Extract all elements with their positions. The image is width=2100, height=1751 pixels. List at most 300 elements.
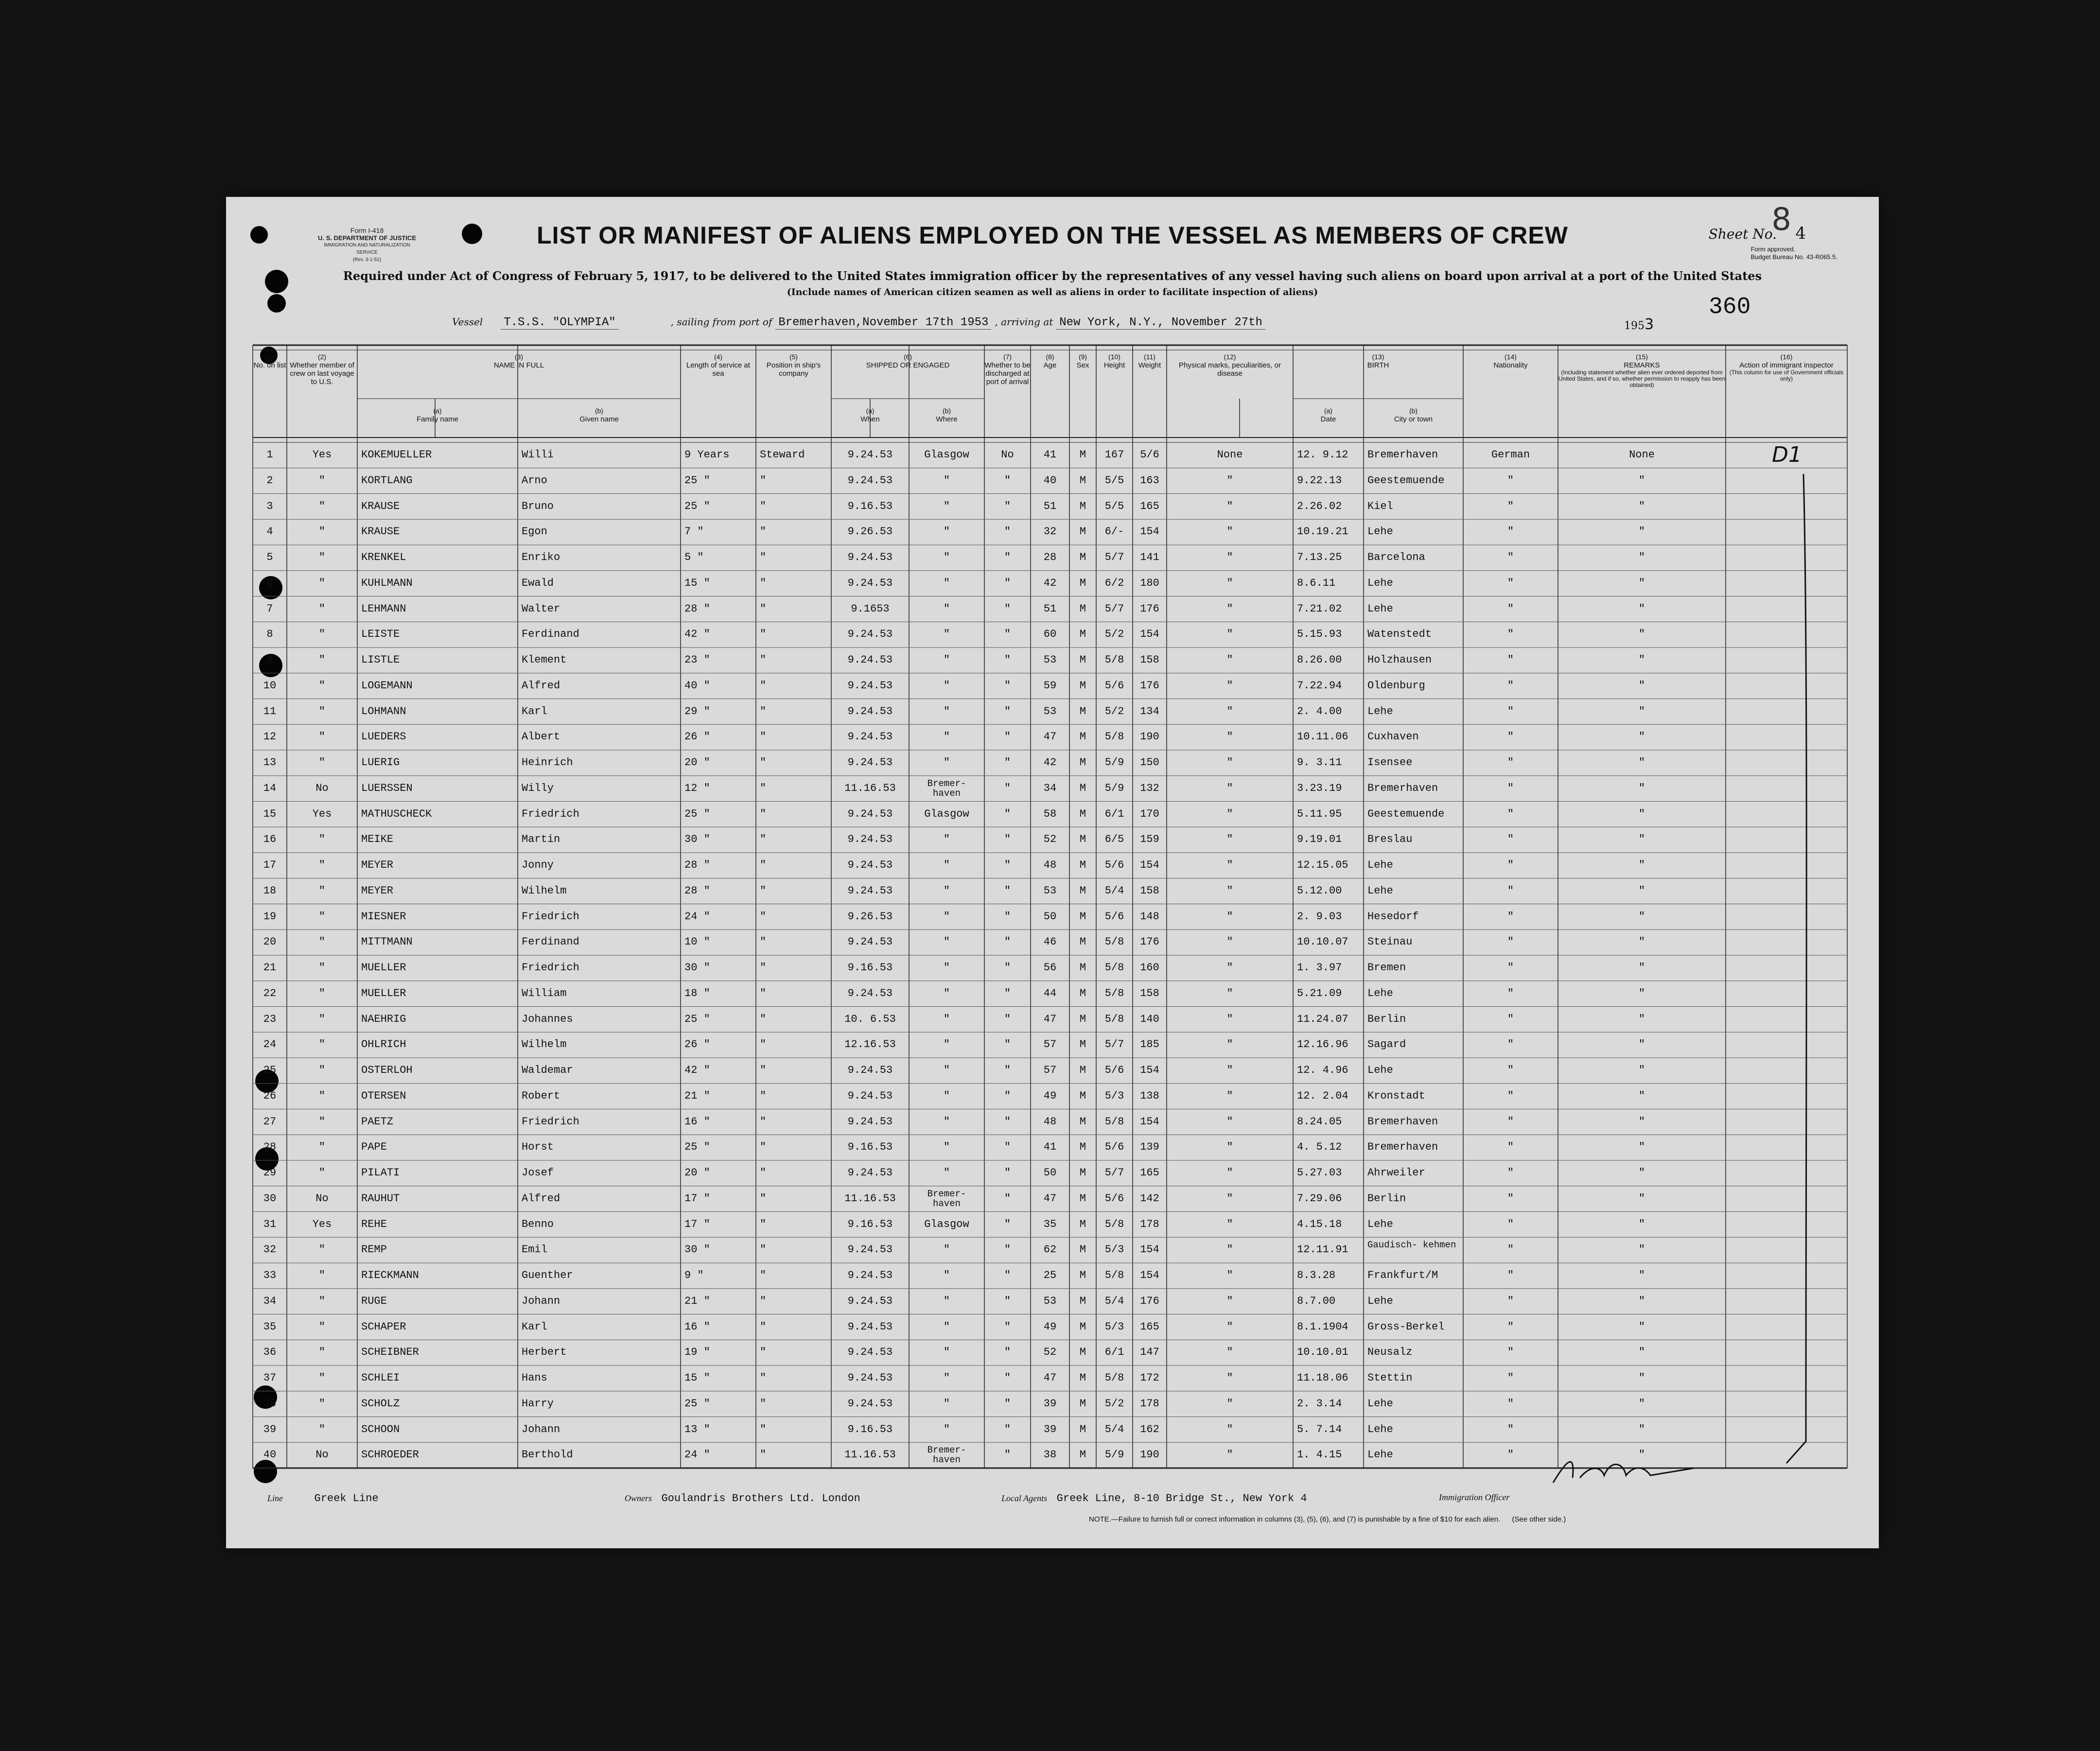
birth-date: 10.10.07 <box>1297 936 1348 948</box>
position: " <box>760 1269 767 1281</box>
shipped-when: 9.24.53 <box>847 807 893 820</box>
sex: M <box>1079 1243 1086 1256</box>
birth-date: 2. 9.03 <box>1297 910 1342 923</box>
list-no: 29 <box>263 1167 277 1179</box>
birth-city: Sagard <box>1367 1038 1406 1051</box>
nationality: German <box>1491 449 1530 461</box>
nationality: " <box>1507 654 1514 666</box>
family-name: KRAUSE <box>361 525 400 538</box>
sex: M <box>1079 1115 1086 1128</box>
discharged: " <box>1004 756 1011 769</box>
length-of-service: 17 " <box>684 1192 710 1205</box>
given-name: Willy <box>522 782 554 794</box>
age: 35 <box>1043 1218 1057 1230</box>
shipped-when: 9.24.53 <box>847 449 893 461</box>
table-row <box>226 1007 1879 1033</box>
physical-marks: " <box>1226 936 1233 948</box>
last-voyage: " <box>318 936 326 948</box>
nationality: " <box>1507 1320 1514 1333</box>
given-name: Arno <box>522 474 547 487</box>
height: 5/9 <box>1104 1449 1124 1461</box>
height: 5/8 <box>1104 1372 1124 1384</box>
age: 47 <box>1043 1192 1057 1205</box>
family-name: SCHROEDER <box>361 1449 419 1461</box>
list-no: 39 <box>263 1423 277 1436</box>
weight: 154 <box>1140 1269 1159 1281</box>
position: " <box>760 1167 767 1179</box>
table-row <box>226 442 1879 468</box>
nationality: " <box>1507 474 1514 487</box>
sex: M <box>1079 1269 1086 1281</box>
shipped-where: Bremer- haven <box>927 778 966 799</box>
weight: 176 <box>1140 602 1159 615</box>
nationality: " <box>1507 525 1514 538</box>
line-value: Greek Line <box>314 1492 379 1505</box>
table-row <box>226 1237 1879 1263</box>
weight: 180 <box>1140 577 1159 589</box>
family-name: LEISTE <box>361 628 400 641</box>
physical-marks: " <box>1226 1423 1233 1436</box>
budget-bureau: Budget Bureau No. 43-R065.5. <box>1750 253 1838 261</box>
height: 5/5 <box>1104 500 1124 512</box>
age: 62 <box>1043 1243 1057 1256</box>
birth-date: 4. 5.12 <box>1297 1141 1342 1154</box>
birth-date: 4.15.18 <box>1297 1218 1342 1230</box>
birth-date: 12. 4.96 <box>1297 1064 1348 1076</box>
table-row <box>226 596 1879 622</box>
table-row <box>226 1058 1879 1084</box>
birth-city: Stettin <box>1367 1372 1413 1384</box>
weight: 158 <box>1140 987 1159 999</box>
birth-date: 2. 4.00 <box>1297 705 1342 718</box>
list-no: 3 <box>266 500 273 512</box>
list-no: 38 <box>263 1397 277 1410</box>
last-voyage: " <box>318 731 326 743</box>
remarks: " <box>1638 654 1645 666</box>
family-name: MEIKE <box>361 833 394 846</box>
nationality: " <box>1507 1167 1514 1179</box>
sex: M <box>1079 1449 1086 1461</box>
birth-date: 5.11.95 <box>1297 807 1342 820</box>
list-no: 40 <box>263 1449 277 1461</box>
shipped-when: 9.1653 <box>851 602 890 615</box>
list-no: 14 <box>263 782 277 794</box>
shipped-where: " <box>943 628 950 641</box>
year-printed: 195 <box>1624 320 1645 332</box>
subheader-number: (a) <box>433 407 442 415</box>
list-no: 34 <box>263 1295 277 1307</box>
penalty-note <box>1089 1515 1566 1523</box>
birth-date: 8.1.1904 <box>1297 1320 1348 1333</box>
physical-marks: " <box>1226 782 1233 794</box>
list-no: 30 <box>263 1192 277 1205</box>
height: 5/8 <box>1104 1218 1124 1230</box>
remarks: " <box>1638 1449 1645 1461</box>
remarks: " <box>1638 1192 1645 1205</box>
remarks: " <box>1638 731 1645 743</box>
list-no: 15 <box>263 807 277 820</box>
table-row <box>226 1186 1879 1212</box>
birth-city: Lehe <box>1367 884 1393 897</box>
family-name: KOKEMUELLER <box>361 449 432 461</box>
subheader-number: (a) <box>866 407 875 415</box>
discharged: " <box>1004 1423 1011 1436</box>
discharged: " <box>1004 1192 1011 1205</box>
birth-date: 10.10.01 <box>1297 1346 1348 1359</box>
birth-city: Berlin <box>1367 1192 1406 1205</box>
shipped-where: " <box>943 1141 950 1154</box>
family-name: RUGE <box>361 1295 387 1307</box>
header-c16 <box>1726 353 1847 382</box>
discharged: " <box>1004 1243 1011 1256</box>
birth-date: 5.27.03 <box>1297 1167 1342 1179</box>
agents-value: Greek Line, 8-10 Bridge St., New York 4 <box>1056 1492 1307 1505</box>
header-text: No. on list <box>253 361 286 369</box>
subtitle: Required under Act of Congress of February 5, 1917, to be delivered to the United States immigration officer by the representatives of any vessel having such aliens on board upon arrival at a port of the United States <box>343 269 1762 283</box>
header-text: Weight <box>1138 361 1161 369</box>
age: 50 <box>1043 910 1057 923</box>
list-no: 13 <box>263 756 277 769</box>
given-name: Benno <box>522 1218 554 1230</box>
header-c12 <box>1167 353 1293 378</box>
physical-marks: " <box>1226 1192 1233 1205</box>
given-name: Friedrich <box>522 962 579 974</box>
age: 60 <box>1043 628 1057 641</box>
position: " <box>760 782 767 794</box>
header-c10 <box>1096 353 1133 369</box>
weight: 165 <box>1140 1320 1159 1333</box>
header-text: REMARKS <box>1624 361 1660 369</box>
remarks: None <box>1629 449 1655 461</box>
given-name: Johann <box>522 1295 560 1307</box>
age: 53 <box>1043 1295 1057 1307</box>
list-no: 23 <box>263 1013 277 1025</box>
length-of-service: 15 " <box>684 577 710 589</box>
physical-marks: " <box>1226 1064 1233 1076</box>
header-c7 <box>984 353 1031 386</box>
given-name: Karl <box>522 1320 547 1333</box>
header-text: Whether to be discharged at port of arrival <box>984 361 1031 386</box>
shipped-when: 9.24.53 <box>847 1372 893 1384</box>
family-name: OTERSEN <box>361 1089 406 1102</box>
nationality: " <box>1507 500 1514 512</box>
position: " <box>760 1218 767 1230</box>
header-text: Length of service at sea <box>686 361 750 378</box>
list-no: 2 <box>266 474 273 487</box>
sex: M <box>1079 807 1086 820</box>
height: 5/2 <box>1104 705 1124 718</box>
remarks: " <box>1638 1167 1645 1179</box>
height: 5/7 <box>1104 551 1124 563</box>
shipped-where: " <box>943 987 950 999</box>
sex: M <box>1079 1346 1086 1359</box>
last-voyage: " <box>318 602 326 615</box>
table-row <box>226 1417 1879 1443</box>
birth-city: Kronstadt <box>1367 1089 1425 1102</box>
birth-city: Berlin <box>1367 1013 1406 1025</box>
header-text: SHIPPED OR ENGAGED <box>866 361 950 369</box>
remarks: " <box>1638 1038 1645 1051</box>
shipped-when: 9.24.53 <box>847 1295 893 1307</box>
length-of-service: 24 " <box>684 1449 710 1461</box>
table-row <box>226 1391 1879 1417</box>
nationality: " <box>1507 1346 1514 1359</box>
weight: 158 <box>1140 654 1159 666</box>
sex: M <box>1079 1089 1086 1102</box>
family-name: SCHOLZ <box>361 1397 400 1410</box>
position: " <box>760 1192 767 1205</box>
given-name: Berthold <box>522 1449 573 1461</box>
service: IMMIGRATION AND NATURALIZATION SERVICE <box>324 243 410 255</box>
nationality: " <box>1507 910 1514 923</box>
subnote: (Include names of American citizen seamen as well as aliens in order to facilitate inspection of aliens) <box>787 287 1318 298</box>
physical-marks: " <box>1226 1218 1233 1230</box>
weight: 140 <box>1140 1013 1159 1025</box>
shipped-where: " <box>943 705 950 718</box>
last-voyage: " <box>318 1167 326 1179</box>
nationality: " <box>1507 884 1514 897</box>
header-c14 <box>1463 353 1558 369</box>
weight: 165 <box>1140 500 1159 512</box>
subheader-number: (b) <box>595 407 604 415</box>
nationality: " <box>1507 1449 1514 1461</box>
sailing-label: , sailing from port of <box>670 316 772 328</box>
birth-date: 7.22.94 <box>1297 679 1342 692</box>
age: 46 <box>1043 936 1057 948</box>
discharged: " <box>1004 1038 1011 1051</box>
shipped-where: Glasgow <box>924 1218 969 1230</box>
position: " <box>760 679 767 692</box>
shipped-when: 9.24.53 <box>847 551 893 563</box>
discharged: " <box>1004 910 1011 923</box>
table-row <box>226 494 1879 520</box>
discharged: " <box>1004 1295 1011 1307</box>
table-row <box>226 622 1879 648</box>
remarks: " <box>1638 705 1645 718</box>
shipped-where: " <box>943 936 950 948</box>
officer-field <box>1439 1492 1510 1503</box>
list-no: 32 <box>263 1243 277 1256</box>
subheader-c13a <box>1293 407 1364 423</box>
birth-city: Gaudisch- kehmen <box>1367 1240 1456 1251</box>
length-of-service: 10 " <box>684 936 710 948</box>
family-name: RIECKMANN <box>361 1269 419 1281</box>
birth-city: Lehe <box>1367 1449 1393 1461</box>
header-number: (15) <box>1636 353 1648 361</box>
birth-date: 8.6.11 <box>1297 577 1336 589</box>
given-name: Ferdinand <box>522 628 579 641</box>
birth-city: Gross-Berkel <box>1367 1320 1445 1333</box>
physical-marks: " <box>1226 500 1233 512</box>
given-name: Emil <box>522 1243 547 1256</box>
table-row <box>226 724 1879 750</box>
last-voyage: " <box>318 679 326 692</box>
physical-marks: " <box>1226 1449 1233 1461</box>
discharged: " <box>1004 551 1011 563</box>
discharged: " <box>1004 1013 1011 1025</box>
height: 5/8 <box>1104 962 1124 974</box>
list-no: 28 <box>263 1141 277 1154</box>
shipped-when: 9.26.53 <box>847 525 893 538</box>
weight: 158 <box>1140 884 1159 897</box>
sex: M <box>1079 884 1086 897</box>
remarks: " <box>1638 577 1645 589</box>
birth-city: Steinau <box>1367 936 1413 948</box>
discharged: " <box>1004 500 1011 512</box>
discharged: " <box>1004 1346 1011 1359</box>
last-voyage: No <box>315 1449 329 1461</box>
shipped-where: " <box>943 1089 950 1102</box>
last-voyage: No <box>315 1192 329 1205</box>
remarks: " <box>1638 1243 1645 1256</box>
family-name: LEHMANN <box>361 602 406 615</box>
last-voyage: " <box>318 1013 326 1025</box>
physical-marks: " <box>1226 910 1233 923</box>
header-c9 <box>1069 353 1096 369</box>
remarks: " <box>1638 884 1645 897</box>
list-no: 33 <box>263 1269 277 1281</box>
position: " <box>760 1372 767 1384</box>
birth-date: 9.22.13 <box>1297 474 1342 487</box>
nationality: " <box>1507 1064 1514 1076</box>
birth-date: 10.11.06 <box>1297 731 1348 743</box>
table-row <box>226 1084 1879 1109</box>
shipped-where: " <box>943 1038 950 1051</box>
discharged: " <box>1004 1449 1011 1461</box>
age: 51 <box>1043 500 1057 512</box>
last-voyage: " <box>318 1115 326 1128</box>
family-name: MITTMANN <box>361 936 413 948</box>
subheader-c3b <box>518 407 681 423</box>
table-row <box>226 673 1879 699</box>
height: 5/8 <box>1104 936 1124 948</box>
height: 5/6 <box>1104 1192 1124 1205</box>
height: 5/8 <box>1104 987 1124 999</box>
table-row <box>226 776 1879 802</box>
remarks: " <box>1638 936 1645 948</box>
length-of-service: 20 " <box>684 1167 710 1179</box>
given-name: Karl <box>522 705 547 718</box>
header-subtext: (Including statement whether alien ever ordered deported from United States, and if so, whether permission to reapply has been obtained) <box>1558 369 1726 388</box>
list-no: 12 <box>263 731 277 743</box>
header-number: (5) <box>789 353 798 361</box>
age: 52 <box>1043 1346 1057 1359</box>
position: " <box>760 1295 767 1307</box>
shipped-when: 9.24.53 <box>847 1089 893 1102</box>
height: 5/3 <box>1104 1320 1124 1333</box>
sex: M <box>1079 962 1086 974</box>
family-name: MIESNER <box>361 910 406 923</box>
sex: M <box>1079 987 1086 999</box>
header-number: (2) <box>317 353 327 361</box>
header-text: Position in ship's company <box>766 361 821 378</box>
length-of-service: 26 " <box>684 731 710 743</box>
shipped-where: " <box>943 731 950 743</box>
subheader-c3a <box>357 407 518 423</box>
discharged: " <box>1004 705 1011 718</box>
last-voyage: " <box>318 654 326 666</box>
form-number: Form I-418 <box>350 227 384 234</box>
shipped-when: 9.24.53 <box>847 884 893 897</box>
age: 42 <box>1043 756 1057 769</box>
shipped-when: 9.24.53 <box>847 1243 893 1256</box>
birth-city: Lehe <box>1367 602 1393 615</box>
length-of-service: 5 " <box>684 551 704 563</box>
position: " <box>760 1115 767 1128</box>
remarks: " <box>1638 807 1645 820</box>
last-voyage: " <box>318 1372 326 1384</box>
given-name: Waldemar <box>522 1064 573 1076</box>
family-name: LISTLE <box>361 654 400 666</box>
last-voyage: No <box>315 782 329 794</box>
weight: 190 <box>1140 731 1159 743</box>
birth-city: Oldenburg <box>1367 679 1425 692</box>
shipped-where: " <box>943 1295 950 1307</box>
sheet-label: Sheet No. <box>1708 226 1777 242</box>
header-c11 <box>1133 353 1167 369</box>
family-name: MUELLER <box>361 987 406 999</box>
list-no: 9 <box>266 654 273 666</box>
birth-city: Barcelona <box>1367 551 1425 563</box>
given-name: Albert <box>522 731 560 743</box>
physical-marks: " <box>1226 628 1233 641</box>
length-of-service: 42 " <box>684 628 710 641</box>
age: 50 <box>1043 1167 1057 1179</box>
age: 49 <box>1043 1320 1057 1333</box>
height: 5/7 <box>1104 1167 1124 1179</box>
physical-marks: " <box>1226 1372 1233 1384</box>
birth-city: Frankfurt/M <box>1367 1269 1438 1281</box>
position: " <box>760 1449 767 1461</box>
birth-date: 10.19.21 <box>1297 525 1348 538</box>
weight: 160 <box>1140 962 1159 974</box>
height: 5/5 <box>1104 474 1124 487</box>
height: 5/2 <box>1104 628 1124 641</box>
header-c4 <box>681 353 756 378</box>
stamp-number: 360 <box>1709 294 1751 320</box>
height: 5/9 <box>1104 756 1124 769</box>
age: 53 <box>1043 884 1057 897</box>
position: " <box>760 1141 767 1154</box>
sex: M <box>1079 1218 1086 1230</box>
given-name: Bruno <box>522 500 554 512</box>
owners-value: Goulandris Brothers Ltd. London <box>661 1492 860 1505</box>
age: 42 <box>1043 577 1057 589</box>
subheader-c13b <box>1364 407 1463 423</box>
weight: 185 <box>1140 1038 1159 1051</box>
shipped-when: 9.16.53 <box>847 500 893 512</box>
last-voyage: " <box>318 1141 326 1154</box>
remarks: " <box>1638 1320 1645 1333</box>
age: 58 <box>1043 807 1057 820</box>
given-name: William <box>522 987 567 999</box>
list-no: 8 <box>266 628 273 641</box>
weight: 132 <box>1140 782 1159 794</box>
shipped-when: 9.24.53 <box>847 1115 893 1128</box>
header-number: (1) <box>265 353 274 361</box>
shipped-where: " <box>943 1320 950 1333</box>
table-row <box>226 1135 1879 1160</box>
birth-date: 12.16.96 <box>1297 1038 1348 1051</box>
note-text: NOTE.—Failure to furnish full or correct information in columns (3), (5), (6), and (7) is punishable by a fine of $10 for each alien. <box>1089 1515 1501 1523</box>
weight: 141 <box>1140 551 1159 563</box>
given-name: Wilhelm <box>522 1038 567 1051</box>
discharged: " <box>1004 1372 1011 1384</box>
table-row <box>226 1109 1879 1135</box>
position: " <box>760 884 767 897</box>
shipped-where: " <box>943 1269 950 1281</box>
inspector-bracket-line <box>1757 469 1816 1471</box>
